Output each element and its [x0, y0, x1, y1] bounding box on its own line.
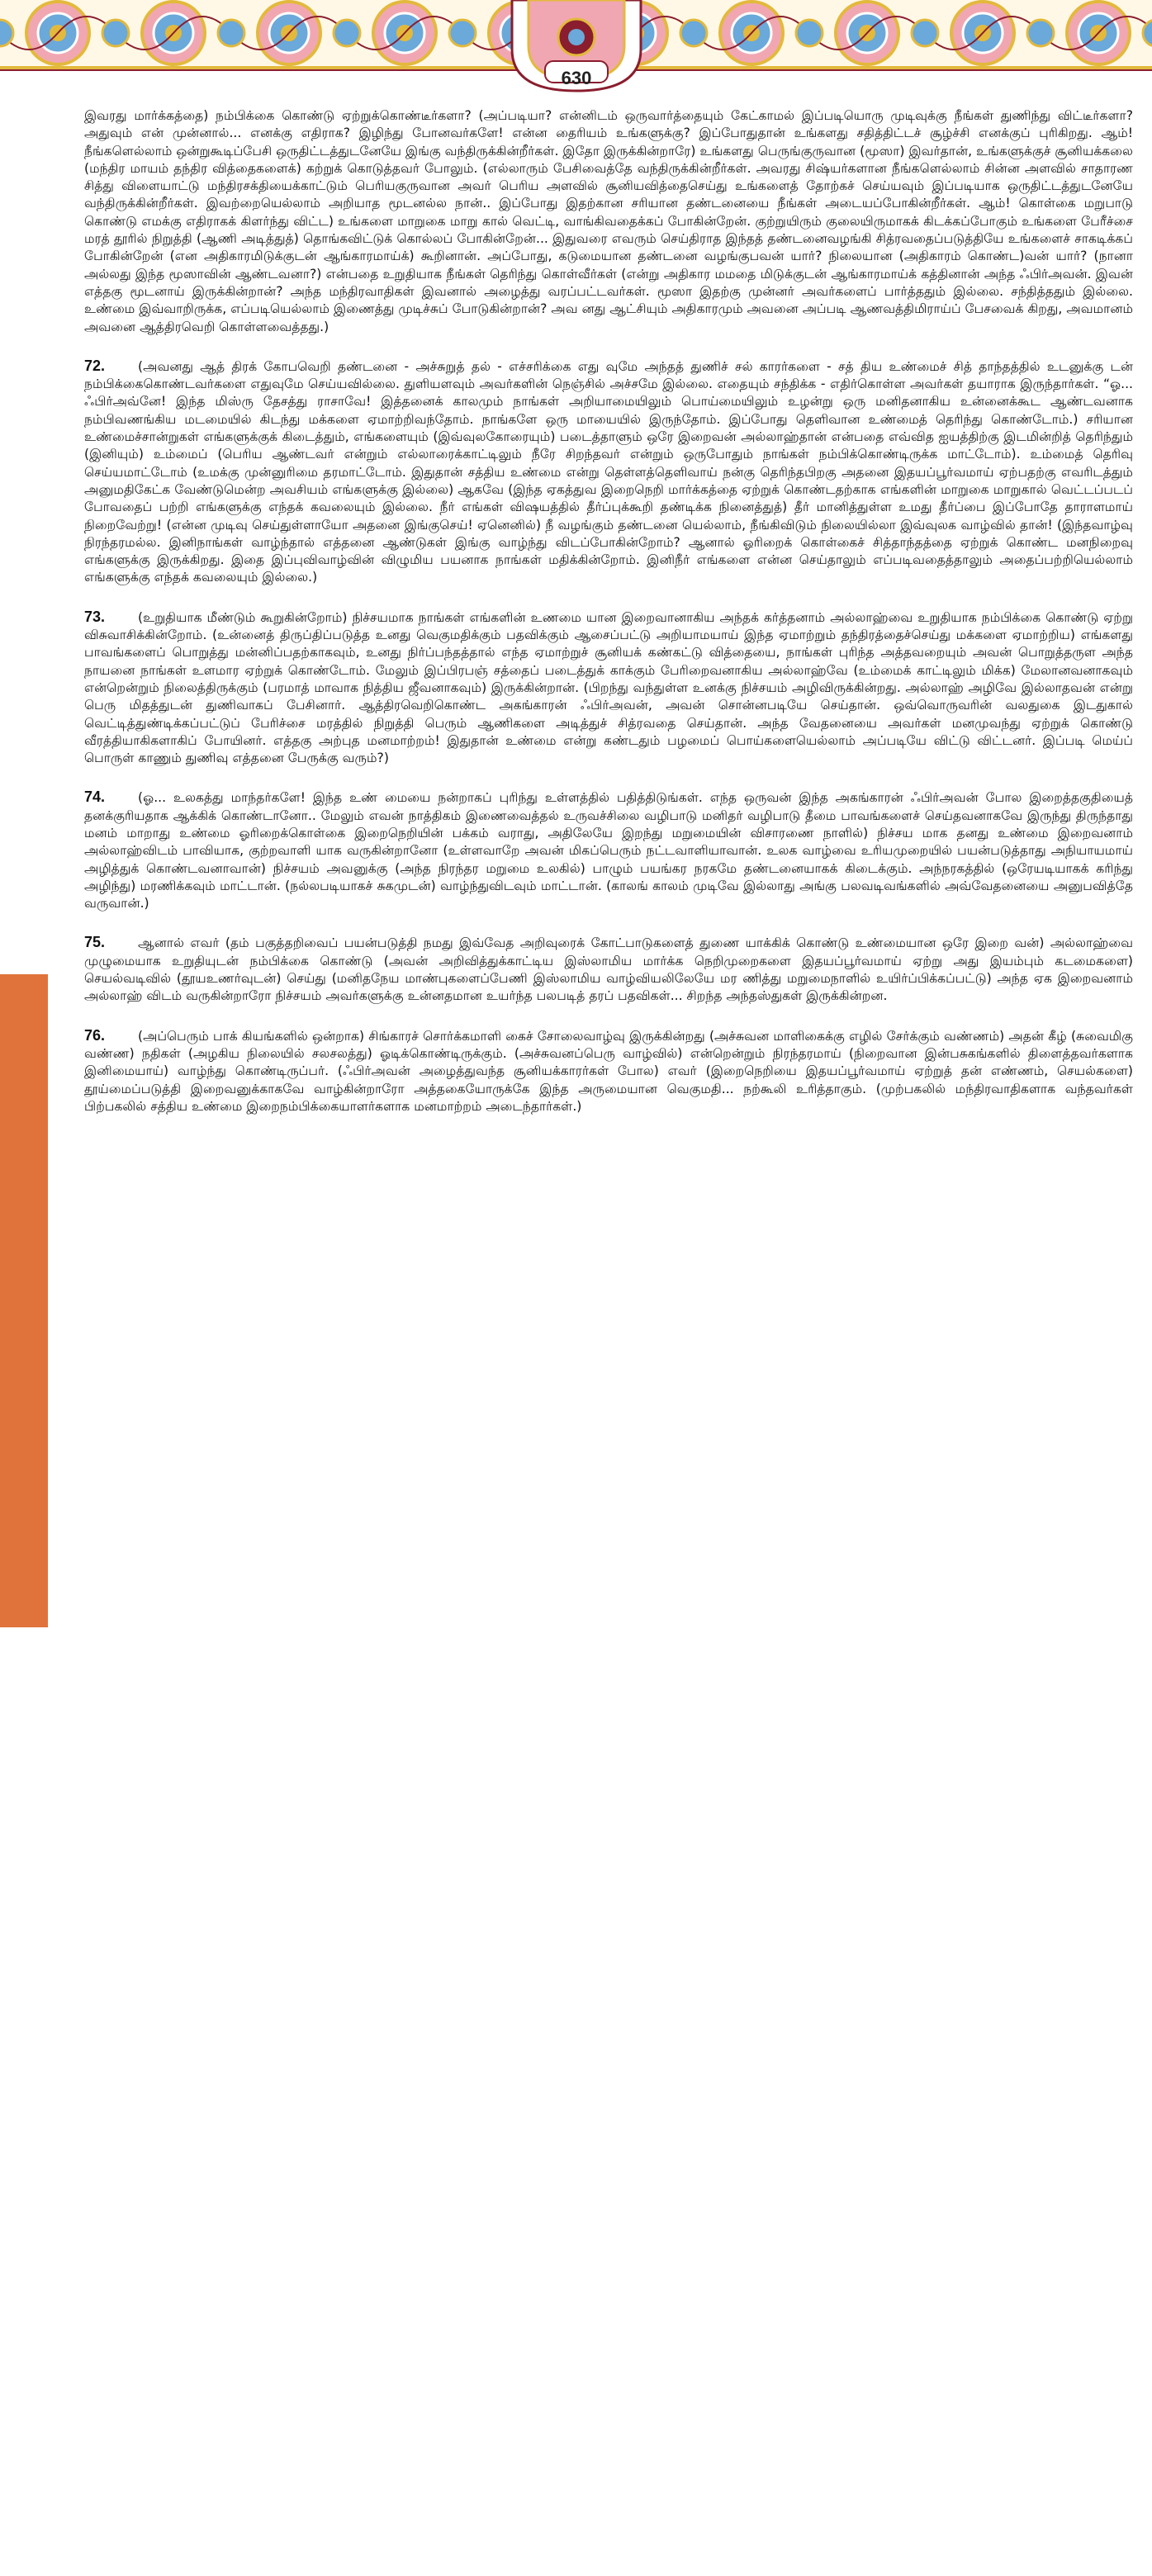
paragraph-text: இவரது மார்க்கத்தை) நம்பிக்கை கொண்டு ஏற்றுக்கொண்டீர்களா? (அப்படியா? என்னிடம் ஒருவார்த்தையும் கேட்காமல் இப்படியொரு முடிவுக்கு நீங்கள் துணிந்து விட்டீர்களா? அதுவும் என் முன்னால்... எனக்கு எதிராக? இழிந்து போனவர்களே! என்ன தைரியம் உங்களுக்கு? இப்போதுதான் உங்களது சதித்திட்டச் சூழ்ச்சி எனக்குப் புரிகிறது. ஆம்! நீங்களெல்லாம் ஒன்றுகூடிப்பேசி ஒருதிட்டத்துடனேயே இங்கு வந்திருக்கின்றீர்கள். இதோ இருக்கின்றாரே) உங்களது பெருங்குருவான (மூஸா) இவர்தான், உங்களுக்குச் சூனியக்கலை (மந்திர மாயம் தந்திர வித்தைகளைக்) கற்றுக் கொடுத்தவர் போலும். (எல்லாரும் பேசிவைத்தே வந்திருக்கின்றீர்கள். அவரது சிஷ்யர்களான நீங்களெல்லாம் சின்ன அளவில் சாதாரண சித்து விளையாட்டு மந்திரசக்தியைக்காட்டும் பெரியகுருவான அவர் பெரிய அளவில் சூனியவித்தைசெய்து உங்களைத் தோற்கச் செய்யவும் இப்படியாக ஒருதிட்டத்துடனேயே வந்திருக்கின்றீர்கள். இவற்றையெல்லாம் அறியாத மூடனல்ல நான்.. இப்போது இதற்கான சரியான தண்டனையை நீங்கள் அடையப்போகின்றீர்கள். ஆம்! கொள்கை மறுபாடு கொண்டு எமக்கு எதிராகக் கிளர்ந்து விட்ட) உங்களை மாறுகை மாறு கால் வெட்டி, வாங்கிவதைக்கப் போகின்றேன். குற்றுயிரும் குலையிருமாகக் கிடக்கப்போகும் உங்களை பேரீச்சை மரத் தூரில் நிறுத்தி (ஆணி அடித்துத்) தொங்கவிட்டுக் கொல்லப் போகின்றேன்... இதுவரை எவரும் செய்திராத இந்தத் தண்டனைவழங்கி சித்ரவதைப்படுத்தியே உங்களைச் சாகடிக்கப் போகின்றேன் (என அதிகாரமிடுக்குடன் ஆங்காரமாய்க்) கூறினான். அப்போது, கடுமையான தண்டனை வழங்குபவன் யார்? நிலையான (அதிகாரம் கொண்ட)வன் யார்? (நானா அல்லது இந்த மூஸாவின் ஆண்டவனா?) என்பதை உறுதியாக நீங்கள் தெரிந்து கொள்வீர்கள் (என்று அதிகார மமதை மிடுக்குடன் ஆங்காரமாய்க் கத்தினான் அந்த ஃபிர்அவன். இவன் எத்தகு மூடனாய் இருக்கின்றான்? அந்த மந்திரவாதிகள் இவனால் அழைத்து வரப்பட்டவர்கள். மூஸா இதற்கு முன்னர் அவர்களைப் பார்த்ததும் இல்லை. சந்தித்ததும் இல்லை. உண்மை இவ்வாறிருக்க, எப்படியெல்லாம் இணைத்து முடிச்சுப் போடுகின்றான்? அவ னது ஆட்சியும் அதிகாரமும் அவனை அப்படி ஆணவத்திமிராய்ப் பேசவைக் கிறது, அவமானம் அவனை ஆத்திரவெறி கொள்ளவைத்தது.)	[84, 108, 1133, 334]
verse-74	[84, 788, 1133, 912]
verse-73	[84, 608, 1133, 768]
page-body	[84, 107, 1133, 1137]
verse-number: 72.	[84, 357, 106, 374]
page-number: 630	[561, 68, 592, 88]
verse-76	[84, 1027, 1133, 1115]
chapter-side-label: அதிகாரம் 16 | 20 • ஸூரத்து தாஹா	[7, 2288, 26, 2576]
paragraph-text: (அப்பெரும் பாக் கியங்களில் ஒன்றாக) சிங்காரச் சொர்க்கமாளி கைச் சோலைவாழ்வு இருக்கின்றது (அச்சுவன மாளிகைக்கு எழில் சேர்க்கும் வண்ணம்) அதன் கீழ் (சுவைமிகு வண்ண) நதிகள் (அழகிய நிலையில் சலசலத்து) ஓடிக்கொண்டிருக்கும். (அச்சுவனப்பெரு வாழ்வில்) என்றென்றும் நிரந்தரமாய் (நிறைவான இன்பசுகங்களில் திளைத்தவர்களாக இனிமையாய்) வாழ்ந்து கொண்டிருப்பர். (ஃபிர்அவன் அழைத்துவந்த சூனியக்காரர்கள் போல) எவர் (இறைநெறியை இதயப்பூர்வமாய் ஏற்றுத் தன் எண்ணம், செயல்களை) தூய்மைப்படுத்தி இறைவனுக்காகவே வாழ்கின்றாரோ அத்தகையோருக்கே இந்த அருமையான வெகுமதி... நற்கூலி உரித்தாகும். (முற்பகலில் மந்திரவாதிகளாக வந்தவர்கள் பிற்பகலில் சத்திய உண்மை இறைநம்பிக்கையாளர்களாக மனமாற்றம் அடைந்தார்கள்.)	[84, 1028, 1133, 1114]
paragraph-text: (அவனது ஆத் திரக் கோபவெறி தண்டனை - அச்சுறுத் தல் - எச்சரிக்கை எது வுமே அந்தத் துணிச் சல் காரர்களை - சத் திய உண்மைச் சித் தாந்தத்தில் உடனுக்கு டன் நம்பிக்கைகொண்டவர்களை எதுவுமே செய்யவில்லை. துளியளவும் அவர்களின் நெஞ்சில் அச்சமே இல்லை. எதையும் சந்திக்க - எதிர்கொள்ள அவர்கள் தயாராக இருந்தார்கள். “ஓ... ஃபிர்அவ்னே! இந்த மிஸ்ரு தேசத்து ராசாவே! இத்தனைக் காலமும் நாங்கள் அறியாமையிலும் பொய்மையிலும் உழன்று ஒரு மனிதனாகிய உன்னைக்கூட ஆண்டவனாக நம்பிவணங்கிய மடமையில் கிடந்து மக்களை ஏமாற்றிவந்தோம். நாங்களே ஒரு மாயையில் இருந்தோம். இப்போது தெளிவான உண்மைத் தெரிந்து கொண்டோம்.) சரியான உண்மைச்சான்றுகள் எங்களுக்குக் கிடைத்தும், எங்களையும் (இவ்வுலகோரையும்) படைத்தாளும் ஒரே இறைவன் அல்லாஹ்தான் என்பதை எவ்வித ஐயத்திற்கு இடமின்றித் தெரிந்தும் (இனியும்) உம்மைப் (பெரிய ஆண்டவர் என்றும் எல்லாரைக்காட்டிலும் நீரே சிறந்தவர் என்றும் ஒருபோதும் நாங்கள் நம்பிக்கொண்டிருக்க மாட்டோம்). உம்மைத் தெரிவு செய்யமாட்டோம் (உமக்கு முன்னுரிமை தரமாட்டோம். இதுதான் சத்திய உண்மை என்று தெள்ளத்தெளிவாய் நன்கு தெரிந்தபிறகு அதனை இதயப்பூர்வமாய் ஏற்பதற்கு எவரிடத்தும் அனுமதிகேட்க வேண்டுமென்ற அவசியம் எங்களுக்கு இல்லை) ஆகவே (இந்த ஏகத்துவ இறைநெறி மார்க்கத்தை ஏற்றுக் கொண்டதற்காக எங்களின் மாறுகை மாறுகால் வெட்டப்படப் போவதைப் பற்றி எங்களுக்கு எந்தக் கவலையும் இல்லை. நீர் எங்கள் விஷயத்தில் தீர்ப்புக்கூறி தண்டிக்க நினைத்துத்) தீர் மானித்துள்ள உமது தீர்ப்பை இப்போதே தாராளமாய் நிறைவேற்று! (என்ன முடிவு செய்துள்ளாயோ அதனை இங்குசெய்! ஏனெனில்) நீ வழங்கும் தண்டனை யெல்லாம், நீங்கிவிடும் நிலையில்லா இவ்வுலக வாழ்வில் தான்! (இந்தவாழ்வு நிரந்தரமல்ல. இனிநாங்கள் வாழ்ந்தால் எத்தனை ஆண்டுகள் இங்கு வாழ்ந்து விடப்போகின்றோம்? ஆனால் ஓரிறைக் கொள்கைச் சித்தாந்தத்தை ஏற்றுக் கொண்ட மனநிறைவு எங்களுக்கு இருக்கிறது. இதை இப்புவிவாழ்வின் விழுமிய பயனாக நாங்கள் மதிக்கின்றோம். இனிநீர் எங்களை என்ன செய்தாலும் எப்படிவதைத்தாலும் அதைப்பற்றியெல்லாம் எங்களுக்கு எந்தக் கவலையும் இல்லை.)	[84, 358, 1133, 585]
verse-number: 74.	[84, 788, 106, 806]
verse-number: 75.	[84, 934, 106, 951]
paragraph-text: (ஓ... உலகத்து மாந்தர்களே! இந்த உண் மையை நன்றாகப் புரிந்து உள்ளத்தில் பதித்திடுங்கள். எந்த ஒருவன் இந்த அகங்காரன் ஃபிர்அவன் போல இறைத்தகுதியைத் தனக்குரியதாக ஆக்கிக் கொண்டானோ.. மேலும் எவன் நாத்திகம் இணைவைத்தல் உருவச்சிலை வழிபாடு மனிதர் வழிபாடு தீமை பாவங்களைச் செய்தவனாகவே இருந்து திருந்தாது மனம் மாறாது உண்மை ஓரிறைக்கொள்கை இறைநெறியின் பக்கம் வராது, அதிலேயே இறந்து மறுமையின் விசாரணை நாளில்) நிச்சய மாக தனது உண்மை இறைவனாம் அல்லாஹ்விடம் பாவியாக, குற்றவாளி யாக வருகின்றானோ (உள்ளவாறே அவன் மிகப்பெரும் நட்டவாளியாவான். உலக வாழ்வை உரியமுறையில் பயன்படுத்தாது அநியாயமாய் அழித்துக் கொண்டவனாவான்) நிச்சயம் அவனுக்கு (அந்த நிரந்தர மறுமை உலகில்) பாழும் பயங்கர நரகமே தண்டனையாகக் கிடைக்கும். அந்நரகத்தில் (ஒரேயடியாகக் கரிந்து அழிந்து) மரணிக்கவும் மாட்டான். (நல்லபடியாகச் சுகமுடன்) வாழ்ந்துவிடவும் மாட்டான். (காலங் காலம் முடிவே இல்லாது அங்கு பலவடிவங்களில் அவ்வேதனையை அனுபவித்தே வருவான்.)	[84, 790, 1134, 912]
paragraph-text: (உறுதியாக மீண்டும் கூறுகின்றோம்) நிச்சயமாக நாங்கள் எங்களின் உணமை யான இறைவானாகிய அந்தக் கர்த்தனாம் அல்லாஹ்வை உறுதியாக நம்பிக்கை கொண்டு ஏற்று விசுவாசிக்கின்றோம். (உன்னைத் திருப்திப்படுத்த உனது வெகுமதிக்கும் பதவிக்கும் ஆசைப்பட்டு அறியாமயாய் இந்த ஏமாற்றும் தந்திரத்தைச்செய்து மக்களை ஏமாற்றிய) எங்களது பாவங்களைப் பொறுத்து மன்னிப்பதற்காகவும், உனது நிர்ப்பந்தத்தால் எந்த ஏமாற்றுச் சூனியக் கண்கட்டு வித்தையை, நாங்கள் புரிந்த அத்தவறையும் அவன் பொறுத்தருள அந்த நாயனை நாங்கள் உளமார ஏற்றுக் கொண்டோம். மேலும் இப்பிரபஞ் சத்தைப் படைத்துக் காக்கும் பேரிறைவனாகிய அல்லாஹ்வே (உம்மைக் காட்டிலும் மிக்க) மேலானவனாகவும் என்றென்றும் நிலைத்திருக்கும் (பரமாத் மாவாக நித்திய ஜீவனாகவும்) இருக்கின்றான். (பிறந்து வந்துள்ள உனக்கு நிச்சயம் அழிவிருக்கின்றது. அல்லாஹ் அழிவே இல்லாதவன் என்று பெரு மிதத்துடன் துணிவாகப் பேசினார். ஆத்திரவெறிகொண்ட அகங்காரன் ஃபிர்அவன், அவன் சொன்னபடியே செய்தான். ஒவ்வொருவரின் வலதுகை இடதுகால் வெட்டித்துண்டிக்கப்பட்டுப் பேரிச்சை மரத்தில் நிறுத்தி பெரும் ஆணிகளை அடித்துச் சித்ரவதை செய்தான். அந்த வேதனையை அவர்கள் மனமுவந்து ஏற்றுக் கொண்டு வீரத்தியாகிகளாகிப் போயினர். எத்தகு அற்புத மனமாற்றம்! இதுதான் உண்மை என்று கண்டதும் பழமைப் பொய்களையெல்லாம் அப்படியே விட்டு விட்டனர். இப்படி மெய்ப் பொருள் காணும் துணிவு எத்தனை பேருக்கு வரும்?)	[84, 609, 1134, 766]
verse-number: 73.	[84, 608, 106, 625]
verse-number: 76.	[84, 1026, 106, 1044]
paragraph-continuation	[84, 107, 1133, 336]
verse-72	[84, 358, 1133, 587]
paragraph-text: ஆனால் எவர் (தம் பகுத்தறிவைப் பயன்படுத்தி நமது இவ்வேத அறிவுரைக் கோட்பாடுகளைத் துணை யாக்கிக் கொண்டு உண்மையான ஒரே இறை வன்) அல்லாஹ்வை முழுமையாக உறுதியுடன் நம்பிக்கை கொண்டு (அவன் அறிவித்துக்காட்டிய இஸ்லாமிய மார்க்க நெறிமுறைகளை இதயப்பூர்வமாய் ஏற்று அது இயம்பும் கடமைகளை) செயல்வடிவில் (தூயஉணர்வுடன்) செய்து (மனிதநேய மாண்புகளைப்பேணி இஸ்லாமிய வாழ்வியலிலேயே மர ணித்து மறுமைநாளில் உயிர்ப்பிக்கப்பட்டு) அந்த ஏக இறைவனாம் அல்லாஹ் விடம் வருகின்றாரோ நிச்சயம் அவர்களுக்கு உன்னதமான உயர்ந்த பலபடித் தரப் பதவிகள்... சிறந்த அந்தஸ்துகள் இருக்கின்றன.	[84, 935, 1133, 1004]
chapter-side-strip	[0, 974, 48, 2576]
verse-75	[84, 934, 1133, 1005]
